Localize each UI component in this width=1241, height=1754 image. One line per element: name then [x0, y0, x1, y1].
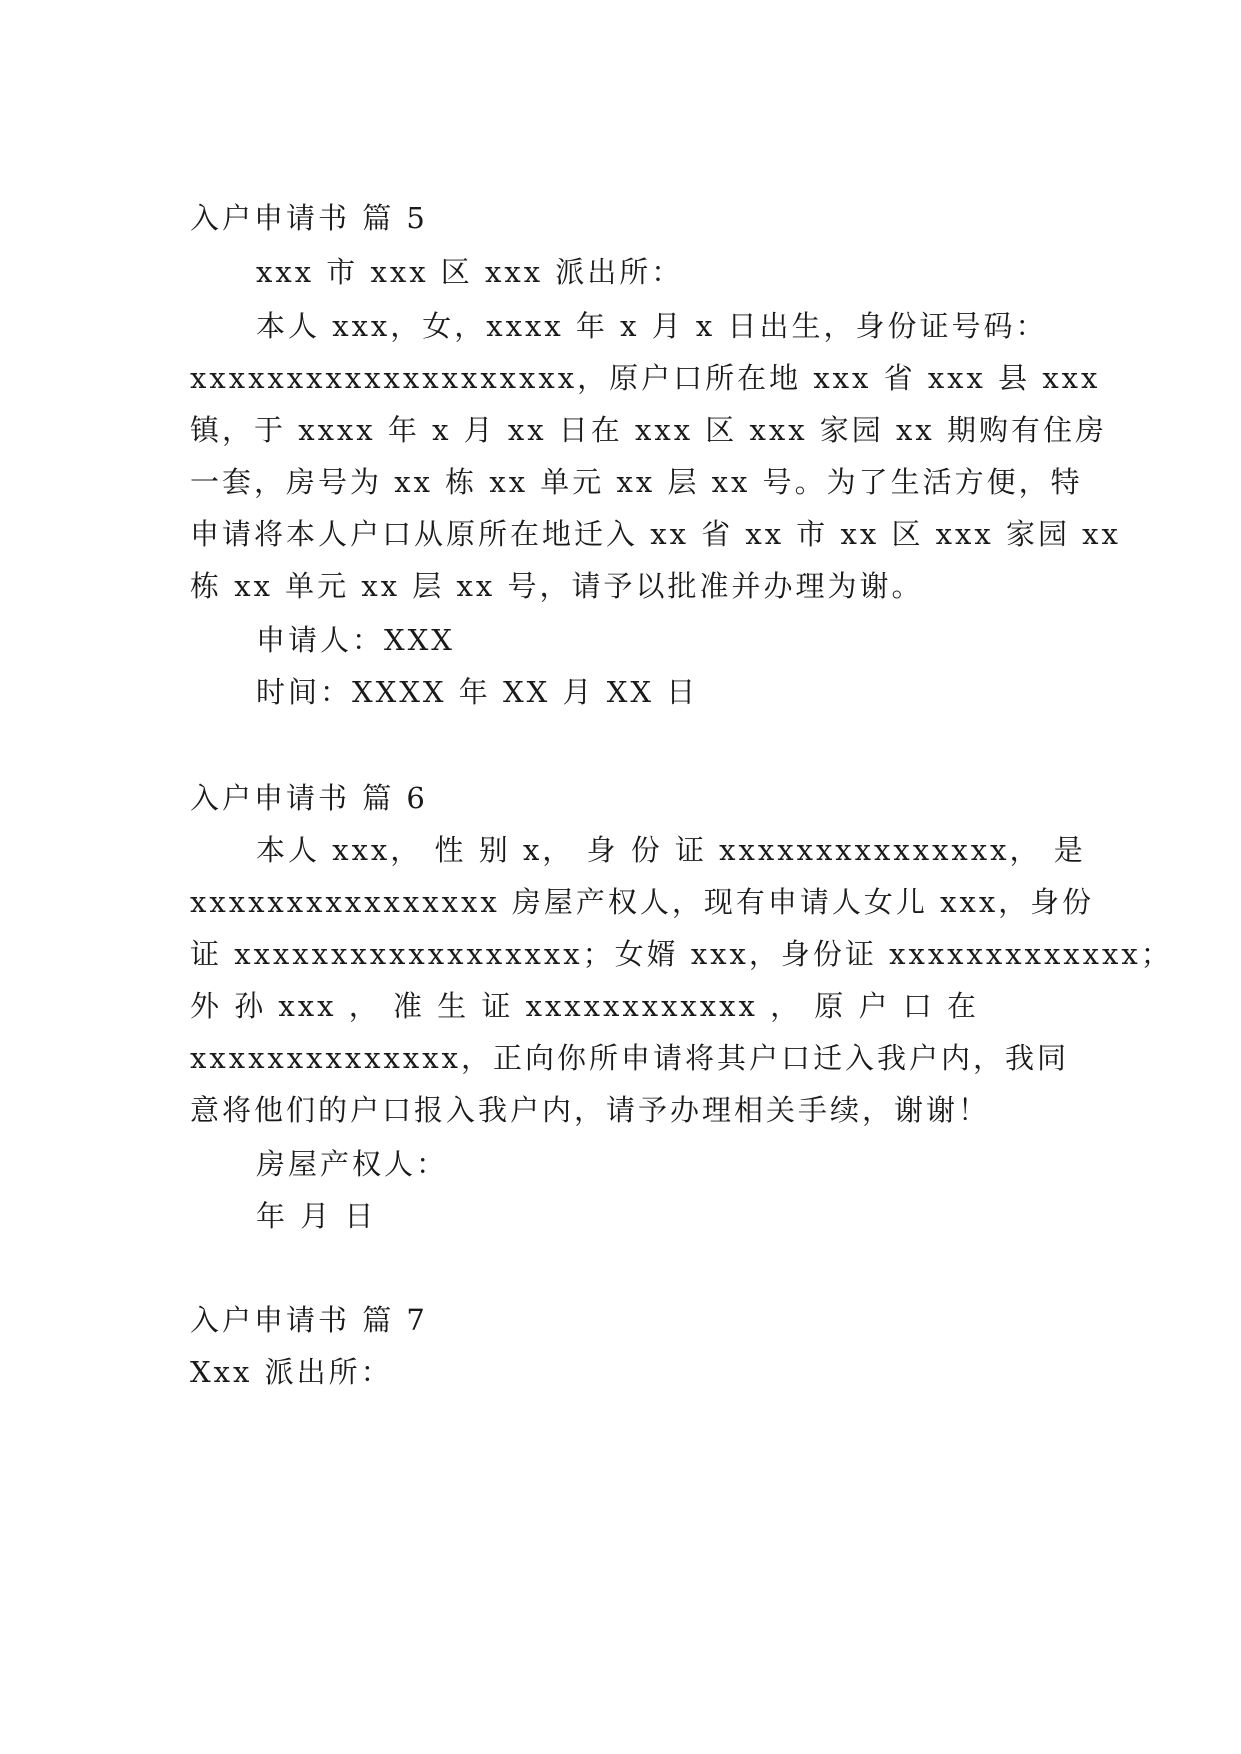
date-line: 时间：XXXX 年 XX 月 XX 日: [256, 675, 699, 709]
section-heading: 入户申请书 篇 6: [190, 781, 428, 815]
section-heading: 入户申请书 篇 5: [190, 201, 428, 235]
body-line: 一套，房号为 xx 栋 xx 单元 xx 层 xx 号。为了生活方便，特: [190, 465, 1083, 499]
body-line: 申请将本人户口从原所在地迁入 xx 省 xx 市 xx 区 xxx 家园 xx: [190, 517, 1121, 551]
body-line: 外 孙 xxx ， 准 生 证 xxxxxxxxxxxx ， 原 户 口 在: [190, 989, 979, 1023]
signature: 房屋产权人：: [256, 1147, 449, 1181]
body-line: 意将他们的户口报入我户内，请予办理相关手续，谢谢！: [190, 1093, 991, 1127]
body-line: 本人 xxx，女，xxxx 年 x 月 x 日出生，身份证号码：: [256, 309, 1048, 343]
body-line: 本人 xxx， 性 别 x， 身 份 证 xxxxxxxxxxxxxxx， 是: [256, 833, 1086, 867]
salutation: Xxx 派出所：: [190, 1355, 393, 1389]
body-line: xxxxxxxxxxxxxxxx 房屋产权人，现有申请人女儿 xxx，身份: [190, 885, 1095, 919]
signature: 申请人：XXX: [256, 623, 455, 657]
salutation: xxx 市 xxx 区 xxx 派出所：: [256, 255, 684, 289]
body-line: xxxxxxxxxxxxxx，正向你所申请将其户口迁入我户内，我同: [190, 1041, 1069, 1075]
date-line: 年 月 日: [256, 1199, 377, 1233]
section-heading: 入户申请书 篇 7: [190, 1303, 428, 1337]
body-line: xxxxxxxxxxxxxxxxxxxx，原户口所在地 xxx 省 xxx 县 xxx: [190, 361, 1101, 395]
body-line: 证 xxxxxxxxxxxxxxxxxx；女婿 xxx，身份证 xxxxxxxxxxxxx；: [190, 937, 1173, 971]
body-line: 栋 xx 单元 xx 层 xx 号，请予以批准并办理为谢。: [190, 569, 924, 603]
body-line: 镇，于 xxxx 年 x 月 xx 日在 xxx 区 xxx 家园 xx 期购有住房: [190, 413, 1107, 447]
